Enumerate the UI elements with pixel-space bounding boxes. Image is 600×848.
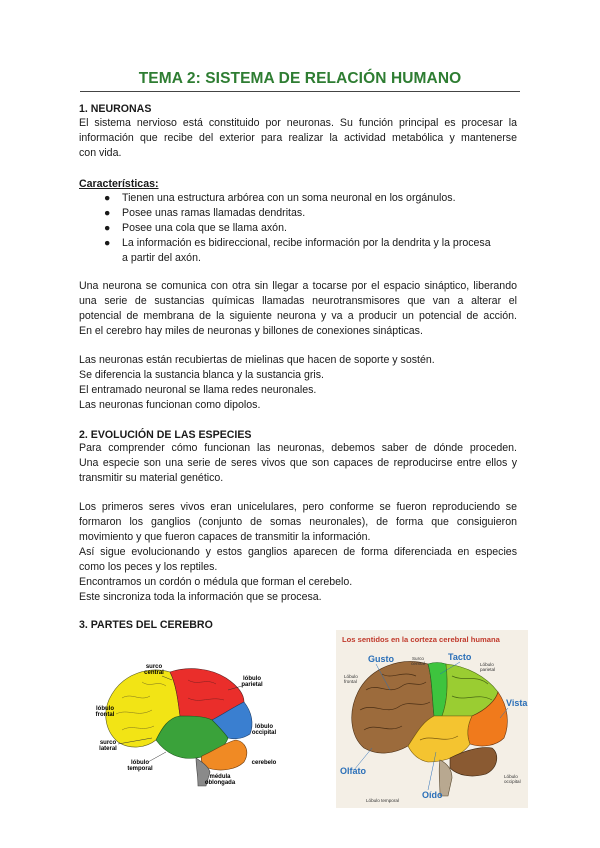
characteristics-heading: Características: [79,178,159,190]
list-item [104,236,514,266]
text-line: movimiento y que fueron capaces de transmitir la información. [79,531,371,543]
text-line: Una especie son una serie de seres vivos que son capaces de reproducirse entre ellos y [79,457,517,469]
list-item-text: Posee unas ramas llamadas dendritas. [122,207,306,219]
figure-title: Los sentidos en la corteza cerebral humana [342,635,500,644]
leader-line [148,752,166,762]
label-tacto: Tacto [448,652,472,662]
label-medula: médula oblongada [204,774,236,786]
page-title: TEMA 2: SISTEMA DE RELACIÓN HUMANO [138,70,462,87]
text-line: Las neuronas están recubiertas de mielinas que hacen de soporte y sostén. [79,354,435,366]
text-line: En el cerebro hay miles de neuronas y billones de conexiones sinápticas. [79,325,423,337]
label-cerebelo: cerebelo [251,760,277,766]
text-line: una serie de sustancias químicas llamadas neurotransmisores que van a alterar el [79,295,517,307]
text-line: Las neuronas funcionan como dipolos. [79,399,261,411]
list-item-text: a partir del axón. [122,252,201,264]
label-lobulo-frontal: Lóbulo frontal [344,674,358,684]
text-line: transmitir su material genético. [79,472,224,484]
title-underline [80,91,520,92]
bullet-icon: ● [104,207,111,219]
text-line: con vida. [79,147,122,159]
section-1-intro [79,116,517,161]
label-lobulo-occipital: Lóbulo occipital [504,774,521,784]
list-item-text: La información es bidireccional, recibe información por la dendrita y la procesa [122,237,491,249]
list-item-text: Posee una cola que se llama axón. [122,222,287,234]
section-2-heading: 2. EVOLUCIÓN DE LAS ESPECIES [79,429,252,441]
text-line: Encontramos un cordón o médula que forman el cerebelo. [79,576,353,588]
bullet-icon: ● [104,237,111,249]
text-line: Este sincroniza toda la información que se procesa. [79,591,322,603]
label-vista: Vista [506,698,528,708]
section-1-paragraph-3 [79,353,517,413]
section-2-paragraph-2 [79,500,517,605]
label-surco-central: surco central [144,664,164,676]
label-lobulo-parietal: lóbulo parietal [241,676,263,688]
text-line: Se diferencia la sustancia blanca y la sustancia gris. [79,369,324,381]
label-lobulo-frontal: lóbulo frontal [95,706,115,718]
text-line: El sistema nervioso está constituido por neuronas. Su función principal es procesar la [79,117,517,129]
text-line: El entramado neuronal se llama redes neuronales. [79,384,317,396]
text-line: Para comprender cómo funcionan las neuronas, debemos saber de dónde proceden. [79,442,517,454]
section-1-heading: 1. NEURONAS [79,103,152,115]
label-lobulo-temporal: Lóbulo temporal [366,798,399,803]
bullet-icon: ● [104,222,111,234]
label-lobulo-parietal: Lóbulo parietal [480,662,496,672]
label-oido: Oído [422,790,443,800]
text-line: potencial de membrana de la siguiente neurona y va a producir un potencial de acción. [79,310,517,322]
label-lobulo-occipital: lóbulo occipital [251,724,277,736]
senses-cortex-diagram [336,630,528,808]
section-1-paragraph-2 [79,279,517,339]
list-item [104,206,514,221]
brain-lobes-diagram [92,658,282,790]
text-line: como los peces y los reptiles. [79,561,218,573]
label-surco-lateral: surco lateral [99,740,117,752]
bullet-icon: ● [104,192,111,204]
section-3-heading: 3. PARTES DEL CEREBRO [79,619,213,631]
text-line: Los primeros seres vivos eran unicelulares, pero conforme se fueron reproduciendo se [79,501,517,513]
label-olfato: Olfato [340,766,366,776]
text-line: formaron los ganglios (conjunto de somas neuronales), de forma que consiguieron [79,516,517,528]
label-gusto: Gusto [368,654,394,664]
text-line: Así sigue evolucionando y estos ganglios aparecen de forma diferenciada en especies [79,546,517,558]
list-item [104,191,514,206]
label-lobulo-temporal: lóbulo temporal [127,760,153,772]
section-2-paragraph-1 [79,441,517,486]
text-line: información que recibe del exterior para realizar la actividad metabólica y mantenerse [79,132,517,144]
list-item-text: Tienen una estructura arbórea con un soma neuronal en los orgánulos. [122,192,456,204]
label-surco-central: Surco central [411,656,425,666]
characteristics-list [104,191,514,266]
text-line: Una neurona se comunica con otra sin llegar a tocarse por el espacio sináptico, liberando [79,280,517,292]
list-item [104,221,514,236]
